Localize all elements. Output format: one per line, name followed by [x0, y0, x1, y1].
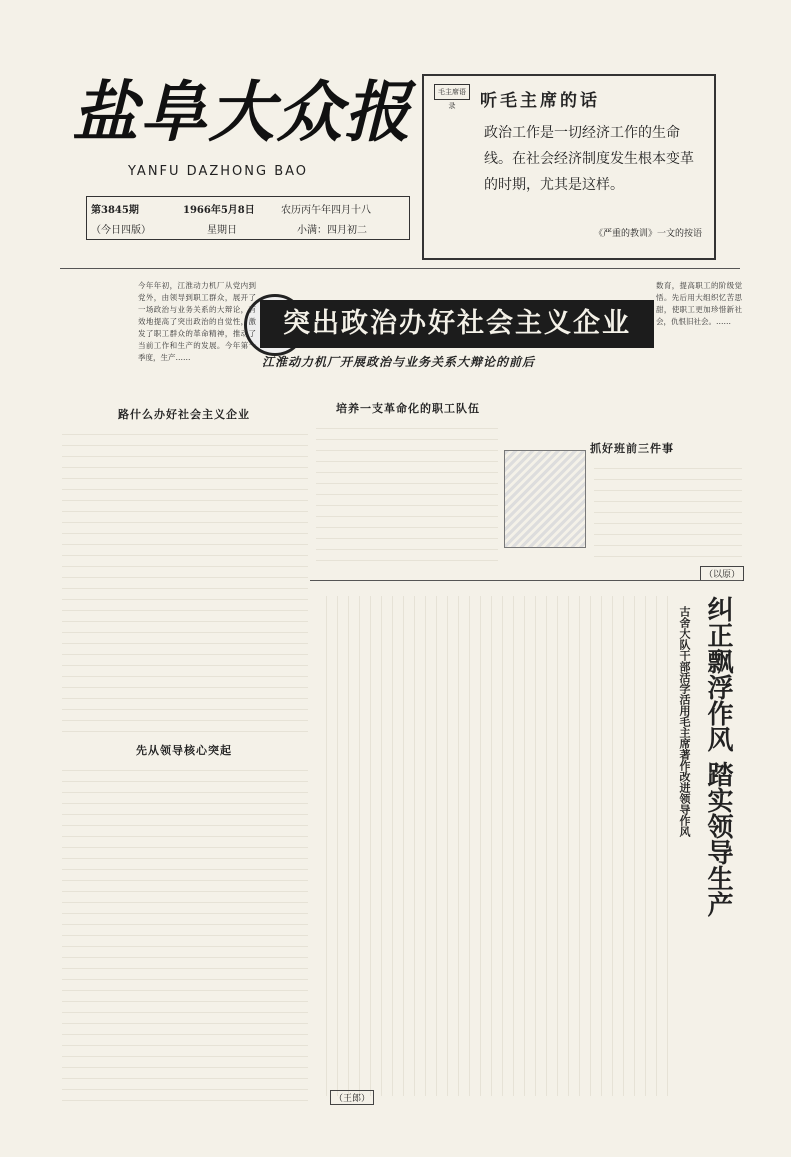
- lead-end-mark: （以原）: [700, 566, 744, 581]
- lead-body-col3: [316, 418, 498, 564]
- worker-illustration: [504, 450, 586, 548]
- section-heading-3: 培养一支革命化的职工队伍: [336, 402, 480, 415]
- quote-body: 政治工作是一切经济工作的生命线。在社会经济制度发生根本变革的时期，尤其是这样。: [484, 125, 694, 193]
- feature-end-mark: （王郎）: [330, 1090, 374, 1105]
- feature-headline: 纠正飘浮作风 踏实领导生产: [703, 596, 733, 918]
- feature-subtitle: 古舍大队干部活学活用毛主席著作改进领导作风: [678, 606, 691, 837]
- lead-body-col4: [594, 458, 742, 558]
- lead-subtitle: 江淮动力机厂开展政治与业务关系大辩论的前后: [262, 355, 536, 369]
- lunar-date: 农历丙午年四月十八: [281, 205, 371, 216]
- solar-term: 小满：四月初二: [297, 225, 367, 236]
- masthead-pinyin: YANFU DAZHONG BAO: [128, 164, 309, 179]
- quote-source: 《严重的教训》一文的按语: [593, 229, 702, 239]
- lead-headline: 突出政治办好社会主义企业: [260, 300, 654, 348]
- section-heading-1: 路什么办好社会主义企业: [118, 408, 250, 421]
- lead-body-col1: [62, 424, 308, 736]
- section-heading-4: 抓好班前三件事: [590, 442, 674, 455]
- section-divider: [310, 580, 742, 581]
- quote-stamp: 毛主席语录: [434, 84, 470, 100]
- lead-body-col2: [62, 760, 308, 1104]
- issue-info-bar: [86, 196, 410, 240]
- feature-body: [316, 596, 668, 1096]
- issue-date: 1966年5月8日: [183, 205, 255, 216]
- masthead-title: 盐阜大众报: [68, 73, 428, 151]
- section-heading-2: 先从领导核心突起: [136, 744, 232, 757]
- page-count: （今日四版）: [91, 225, 151, 236]
- lead-right-top: 数育，提高职工的阶级觉悟。先后用大组织忆苦思甜，使职工更加珍惜新社会，仇恨旧社会。……: [656, 281, 742, 326]
- issue-number: 第3845期: [91, 205, 139, 216]
- masthead-divider: [60, 268, 740, 269]
- quote-title: 听毛主席的话: [480, 91, 600, 111]
- weekday: 星期日: [207, 225, 237, 236]
- quote-box: [422, 74, 716, 260]
- lead-intro: 今年年初，江淮动力机厂从党内到党外，由领导到职工群众，展开了一场政治与业务关系的大辩论，有效地提高了突出政治的自觉性，激发了职工群众的革命精神，推动了当前工作和生产的发展。今年第一季度，生产……: [138, 281, 256, 362]
